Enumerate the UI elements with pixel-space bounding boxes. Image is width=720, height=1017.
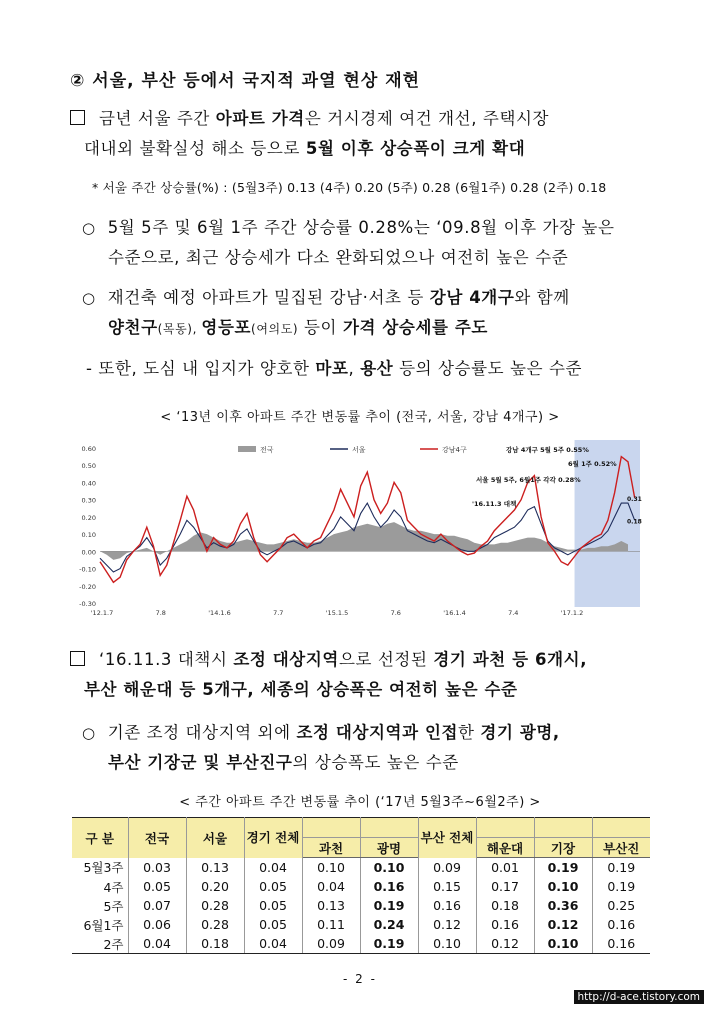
- circle-item-3: [82, 718, 560, 778]
- header-busan-spacer: [476, 818, 534, 838]
- table-cell: 0.17: [476, 877, 534, 896]
- c3-text3: 의 상승폭도 높은 수준: [292, 753, 459, 772]
- row-label: 6월1주: [72, 915, 128, 934]
- rate-table: [72, 817, 650, 954]
- header-busan: 부산 전체: [418, 818, 476, 858]
- table-cell: 0.03: [128, 858, 186, 878]
- chart-svg: [68, 438, 654, 618]
- table-cell: 0.06: [128, 915, 186, 934]
- y-tick-label: 0.30: [81, 496, 96, 505]
- legend-label: 서울: [352, 446, 366, 454]
- table-cell: 0.18: [186, 934, 244, 954]
- table-cell: 0.12: [418, 915, 476, 934]
- header-jeonguk: 전국: [128, 818, 186, 858]
- c3-bold2: 경기 광명,: [480, 723, 560, 742]
- y-tick-label: 0.10: [81, 531, 96, 540]
- x-tick-label: '16.1.4: [443, 609, 466, 617]
- table-row: [72, 934, 650, 954]
- table-row: [72, 915, 650, 934]
- table-cell: 0.09: [302, 934, 360, 954]
- header-busan-spacer3: [592, 818, 650, 838]
- y-tick-label: 0.40: [81, 479, 96, 488]
- x-tick-label: '17.1.2: [560, 609, 584, 617]
- annotation-june1: 6월 1주 0.52%: [568, 460, 617, 468]
- c1-line1: 5월 5주 및 6월 1주 주간 상승률 0.28%는 ‘09.8월 이후 가장 높은: [107, 218, 615, 237]
- y-tick-label: 0.50: [81, 462, 96, 471]
- c3-text2: 한: [458, 723, 481, 742]
- checkbox-square-icon: [70, 110, 85, 125]
- header-gyeonggi: 경기 전체: [244, 818, 302, 858]
- table-cell: 0.36: [534, 896, 592, 915]
- table-row: [72, 877, 650, 896]
- table-cell: 0.19: [592, 877, 650, 896]
- table-cell: 0.10: [534, 934, 592, 954]
- table-cell: 0.04: [244, 934, 302, 954]
- table-caption: < 주간 아파트 주간 변동률 추이 (‘17년 5월3주∼6월2주) >: [179, 795, 541, 810]
- header-gubun: 구 분: [72, 818, 128, 858]
- table-cell: 0.05: [244, 896, 302, 915]
- table-cell: 0.04: [128, 934, 186, 954]
- table-body: [72, 858, 650, 954]
- annotation-value-031: 0.31: [627, 495, 642, 503]
- line-chart: [68, 438, 654, 618]
- y-tick-label: 0.60: [81, 445, 96, 453]
- table-cell: 0.28: [186, 915, 244, 934]
- x-tick-label: '12.1.7: [90, 609, 114, 617]
- c1-line2: 수준으로, 최근 상승세가 다소 완화되었으나 여전히 높은 수준: [108, 248, 569, 267]
- y-tick-label: 0.00: [81, 548, 96, 557]
- header-gwangmyeong: 광명: [360, 838, 418, 858]
- checkbox-square-icon: [70, 651, 85, 666]
- p1-line2-bold: 5월 이후 상승폭이 크게 확대: [305, 139, 526, 158]
- c3-text: 기존 조정 대상지역 외에: [107, 723, 297, 742]
- c2-yeouido: (여의도): [251, 322, 299, 336]
- x-tick-label: 7.6: [390, 609, 401, 617]
- annotation-gangnam-peak: 강남 4개구 5월 5주 0.55%: [506, 446, 589, 454]
- page-number: - 2 -: [343, 972, 377, 986]
- c2-lead: 가격 상승세를 주도: [342, 318, 488, 337]
- table-cell: 0.05: [244, 877, 302, 896]
- dash-comma: ,: [348, 359, 361, 378]
- table-cell: 0.05: [128, 877, 186, 896]
- c2-yangcheon: 양천구: [108, 318, 158, 337]
- table-cell: 0.16: [476, 915, 534, 934]
- header-gwacheon: 과천: [302, 838, 360, 858]
- dash-mapo: 마포: [315, 359, 349, 378]
- table-cell: 0.10: [302, 858, 360, 878]
- c3-bold: 조정 대상지역과 인접: [296, 723, 459, 742]
- seoul-weekly-note: * 서울 주간 상승률(%) : (5월3주) 0.13 (4주) 0.20 (5주) 0.28 (6월1주) 0.28 (2주) 0.18: [92, 180, 607, 195]
- circle-bullet-icon: ○: [82, 289, 96, 307]
- p1-text-end: 은 거시경제 여건 개선, 주택시장: [304, 109, 550, 128]
- c2-text: 재건축 예정 아파트가 밀집된 강남·서초 등: [107, 288, 430, 307]
- dash-yongsan: 용산: [360, 359, 394, 378]
- c2-yeongdeungpo: 영등포: [201, 318, 252, 337]
- table-cell: 0.11: [302, 915, 360, 934]
- table-cell: 0.19: [360, 934, 418, 954]
- y-tick-label: -0.10: [79, 565, 96, 574]
- table-cell: 0.12: [476, 934, 534, 954]
- header-gyeonggi-spacer2: [360, 818, 418, 838]
- p1-text: 금년 서울 주간: [99, 109, 216, 128]
- legend-label: 강남4구: [442, 446, 467, 454]
- row-label: 5주: [72, 896, 128, 915]
- section-title: ② 서울, 부산 등에서 국지적 과열 현상 재현: [70, 71, 421, 91]
- p1-line2-text: 대내외 불확실성 해소 등으로: [84, 139, 306, 158]
- header-gyeonggi-spacer: [302, 818, 360, 838]
- table-cell: 0.07: [128, 896, 186, 915]
- header-seoul: 서울: [186, 818, 244, 858]
- table-cell: 0.13: [302, 896, 360, 915]
- c2-text-end: 와 함께: [514, 288, 570, 307]
- x-tick-label: 7.4: [508, 609, 519, 617]
- table-cell: 0.16: [592, 915, 650, 934]
- table-cell: 0.05: [244, 915, 302, 934]
- header-gijang: 기장: [534, 838, 592, 858]
- table-cell: 0.18: [476, 896, 534, 915]
- chart-caption: < ‘13년 이후 아파트 주간 변동률 추이 (전국, 서울, 강남 4개구) >: [160, 410, 560, 425]
- table-cell: 0.24: [360, 915, 418, 934]
- y-tick-label: 0.20: [81, 513, 96, 522]
- header-haeundae: 해운대: [476, 838, 534, 858]
- dash-text: - 또한, 도심 내 입지가 양호한: [86, 359, 316, 378]
- table-cell: 0.10: [534, 877, 592, 896]
- circle-item-1: [82, 213, 615, 273]
- c3-bold3: 부산 기장군 및 부산진구: [108, 753, 293, 772]
- circle-bullet-icon: ○: [82, 724, 96, 742]
- table-cell: 0.19: [534, 858, 592, 878]
- x-tick-label: '14.1.6: [208, 609, 231, 617]
- series-area-jeonguk: [100, 522, 628, 560]
- table-cell: 0.16: [592, 934, 650, 954]
- paragraph-1: [70, 104, 549, 164]
- table-cell: 0.12: [534, 915, 592, 934]
- table-row: [72, 896, 650, 915]
- y-tick-label: -0.20: [79, 582, 96, 591]
- table-cell: 0.10: [418, 934, 476, 954]
- header-busanjin: 부산진: [592, 838, 650, 858]
- annotation-seoul: 서울 5월 5주, 6월1주 각각 0.28%: [476, 476, 581, 484]
- p2-bold2: 경기 과천 등 6개시,: [433, 650, 588, 669]
- p2-line2: 부산 해운대 등 5개구, 세종의 상승폭은 여전히 높은 수준: [84, 680, 518, 699]
- circle-item-2: [82, 283, 570, 344]
- c2-text2: 등이: [298, 318, 343, 337]
- watermark: http://d-ace.tistory.com: [574, 990, 704, 1004]
- table-cell: 0.19: [592, 858, 650, 878]
- table-cell: 0.20: [186, 877, 244, 896]
- row-label: 4주: [72, 877, 128, 896]
- p2-bold: 조정 대상지역: [233, 650, 339, 669]
- table-cell: 0.01: [476, 858, 534, 878]
- legend-label: 전국: [260, 446, 274, 454]
- table-cell: 0.04: [244, 858, 302, 878]
- table-cell: 0.15: [418, 877, 476, 896]
- annotation-policy: '16.11.3 대책: [472, 500, 517, 508]
- table-row: [72, 858, 650, 878]
- dash-item: [86, 354, 582, 384]
- p2-text: ‘16.11.3 대책시: [99, 650, 234, 669]
- table-cell: 0.16: [360, 877, 418, 896]
- circle-bullet-icon: ○: [82, 219, 96, 237]
- table-cell: 0.10: [360, 858, 418, 878]
- x-tick-label: '15.1.5: [325, 609, 349, 617]
- row-label: 5월3주: [72, 858, 128, 878]
- table-cell: 0.19: [360, 896, 418, 915]
- y-tick-label: -0.30: [79, 600, 96, 608]
- table-cell: 0.16: [418, 896, 476, 915]
- p1-bold-text: 아파트 가격: [215, 109, 305, 128]
- header-busan-spacer2: [534, 818, 592, 838]
- table-cell: 0.13: [186, 858, 244, 878]
- rate-table-grid: [72, 817, 650, 954]
- table-cell: 0.28: [186, 896, 244, 915]
- table-cell: 0.25: [592, 896, 650, 915]
- annotation-value-018: 0.18: [627, 518, 642, 526]
- legend-swatch-jeonguk: [238, 446, 256, 452]
- row-label: 2주: [72, 934, 128, 954]
- p2-text2: 으로 선정된: [338, 650, 434, 669]
- x-tick-label: 7.8: [155, 609, 166, 617]
- x-tick-label: 7.7: [273, 609, 284, 617]
- c2-gangnam: 강남 4개구: [429, 288, 515, 307]
- dash-text-end: 등의 상승률도 높은 수준: [393, 359, 583, 378]
- c2-mokdong: (목동),: [157, 322, 202, 336]
- table-cell: 0.09: [418, 858, 476, 878]
- paragraph-2: [70, 645, 587, 705]
- table-cell: 0.04: [302, 877, 360, 896]
